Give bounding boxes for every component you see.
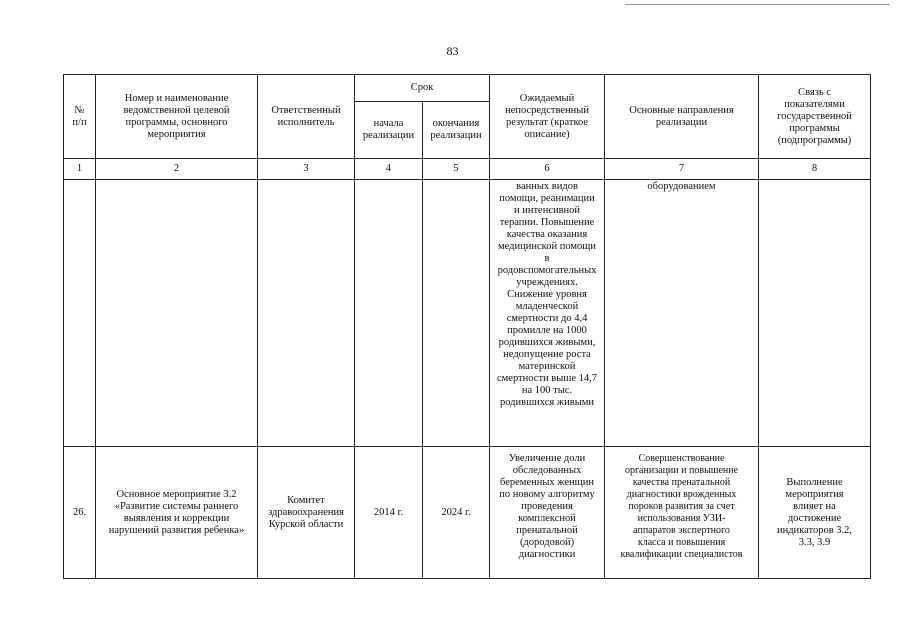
cell-empty [64, 180, 96, 447]
cell-empty [96, 180, 258, 447]
header-start: начала реализации [355, 102, 423, 159]
top-rule [625, 4, 890, 5]
header-executor: Ответственный исполнитель [258, 75, 355, 159]
program-table [63, 74, 871, 579]
cell-empty [355, 180, 423, 447]
header-expected-result: Ожидаемый непосредственный результат (краткое описание) [490, 75, 605, 159]
cell-empty [258, 180, 355, 447]
continuation-directions: оборудованием [605, 180, 759, 447]
row-number: 26. [64, 447, 96, 579]
column-number: 2 [96, 159, 258, 180]
header-program-name: Номер и наименование ведомственной целевой программы, основного мероприятия [96, 75, 258, 159]
column-number: 4 [355, 159, 423, 180]
row-executor: Комитет здравоохранения Курской области [258, 447, 355, 579]
column-number: 7 [605, 159, 759, 180]
continuation-row [64, 180, 871, 447]
row-directions: Совершенствование организации и повышение качества пренатальной диагностики врожденных пороков развития за счет использования УЗИ- аппаратов экспертного класса и повышения квалификации специалистов [605, 447, 759, 579]
row-program-name: Основное мероприятие 3.2 «Развитие системы раннего выявления и коррекции нарушений развития ребенка» [96, 447, 258, 579]
continuation-result: ванных видов помощи, реанимации и интенсивной терапии. Повышение качества оказания медицинской помощи в родовспомогательных учреждениях. Снижение уровня младенческой смертности до 4,4 промилле на 1000 родившихся живыми, недопущение роста материнской смертности выше 14,7 на 100 тыс. родившихся живыми [490, 180, 605, 447]
column-number-row [64, 159, 871, 180]
header-number: № п/п [64, 75, 96, 159]
header-end: окончания реализации [423, 102, 490, 159]
page-number: 83 [446, 44, 459, 58]
header-indicator-link: Связь с показателями государственной программы (подпрограммы) [759, 75, 871, 159]
row-indicator-link: Выполнение мероприятия влияет на достижение индикаторов 3.2, 3.3, 3.9 [759, 447, 871, 579]
header-term: Срок [355, 75, 490, 102]
row-start: 2014 г. [355, 447, 423, 579]
table-row [64, 447, 871, 579]
cell-empty [423, 180, 490, 447]
row-end: 2024 г. [423, 447, 490, 579]
column-number: 5 [423, 159, 490, 180]
column-number: 6 [490, 159, 605, 180]
row-expected-result: Увеличение доли обследованных беременных женщин по новому алгоритму проведения комплексной пренатальной (дородовой) диагностики [490, 447, 605, 579]
column-number: 3 [258, 159, 355, 180]
column-number: 8 [759, 159, 871, 180]
cell-empty [759, 180, 871, 447]
column-number: 1 [64, 159, 96, 180]
header-directions: Основные направления реализации [605, 75, 759, 159]
